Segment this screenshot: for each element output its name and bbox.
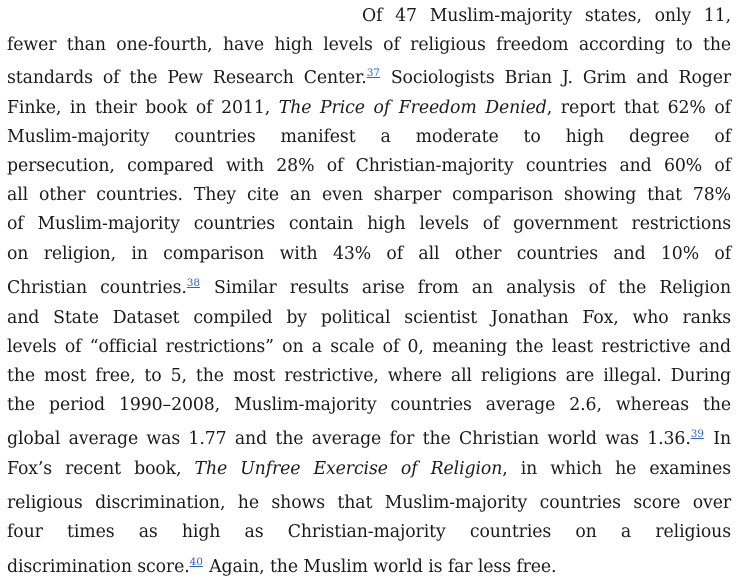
text-run: Sociologists Brian J. Grim and Roger bbox=[380, 68, 731, 88]
text-run: on religion, in comparison with 43% of all other countries and 10% of bbox=[7, 244, 731, 264]
text-run: of Muslim-majority countries contain high levels of government restrictions bbox=[7, 214, 731, 234]
paragraph-line bbox=[7, 457, 731, 481]
text-run: fewer than one-fourth, have high levels of religious freedom according to the bbox=[7, 35, 731, 55]
text-run: religious discrimination, he shows that Muslim-majority countries score over bbox=[7, 493, 731, 513]
footnote-link-37[interactable]: 37 bbox=[366, 67, 380, 79]
paragraph-line bbox=[7, 491, 731, 515]
footnote-link-40[interactable]: 40 bbox=[189, 556, 203, 568]
paragraph-line bbox=[7, 520, 731, 544]
paragraph-line bbox=[7, 154, 731, 178]
text-run: the period 1990–2008, Muslim-majority countries average 2.6, whereas the bbox=[7, 395, 731, 415]
paragraph-line bbox=[7, 364, 731, 388]
paragraph-line bbox=[7, 242, 731, 266]
paragraph-line bbox=[7, 183, 731, 207]
text-run: the most free, to 5, the most restrictive, where all religions are illegal. During bbox=[7, 366, 731, 386]
text-run: discrimination score. bbox=[7, 557, 190, 577]
text-run: and State Dataset compiled by political scientist Jonathan Fox, who ranks bbox=[7, 308, 731, 328]
paragraph-line bbox=[7, 335, 731, 359]
text-run: Christian countries. bbox=[7, 278, 187, 298]
text-run: Of 47 Muslim-majority states, only 11, bbox=[362, 6, 731, 26]
paragraph-line bbox=[7, 306, 731, 330]
paragraph-line bbox=[7, 427, 731, 451]
text-run: levels of “official restrictions” on a scale of 0, meaning the least restrictive and bbox=[7, 337, 731, 357]
paragraph-line bbox=[7, 96, 731, 120]
text-run: global average was 1.77 and the average for the Christian world was 1.36. bbox=[7, 429, 691, 449]
text-run: four times as high as Christian-majority countries on a religious bbox=[7, 522, 731, 542]
text-run: In bbox=[704, 429, 731, 449]
text-run: all other countries. They cite an even sharper comparison showing that 78% bbox=[7, 185, 731, 205]
paragraph-line bbox=[7, 33, 731, 57]
book-title: The Unfree Exercise of Religion bbox=[194, 459, 503, 479]
text-run: Fox’s recent book, bbox=[7, 459, 195, 479]
paragraph-line bbox=[7, 125, 731, 149]
text-run: , report that 62% of bbox=[546, 98, 731, 118]
footnote-link-39[interactable]: 39 bbox=[690, 428, 704, 440]
paragraph-line bbox=[362, 4, 731, 28]
paragraph-line bbox=[7, 555, 731, 579]
text-run: Finke, in their book of 2011, bbox=[7, 98, 279, 118]
text-run: standards of the Pew Research Center. bbox=[7, 68, 367, 88]
text-run: Again, the Muslim world is far less free. bbox=[203, 557, 557, 577]
paragraph-line bbox=[7, 393, 731, 417]
text-run: persecution, compared with 28% of Christian-majority countries and 60% of bbox=[7, 156, 731, 176]
text-run: , in which he examines bbox=[502, 459, 731, 479]
paragraph-line bbox=[7, 212, 731, 236]
footnote-link-38[interactable]: 38 bbox=[186, 277, 200, 289]
text-run: Similar results arise from an analysis of the Religion bbox=[200, 278, 731, 298]
paragraph-line bbox=[7, 66, 731, 90]
book-title: The Price of Freedom Denied bbox=[278, 98, 547, 118]
paragraph-line bbox=[7, 276, 731, 300]
text-run: Muslim-majority countries manifest a moderate to high degree of bbox=[7, 127, 731, 147]
